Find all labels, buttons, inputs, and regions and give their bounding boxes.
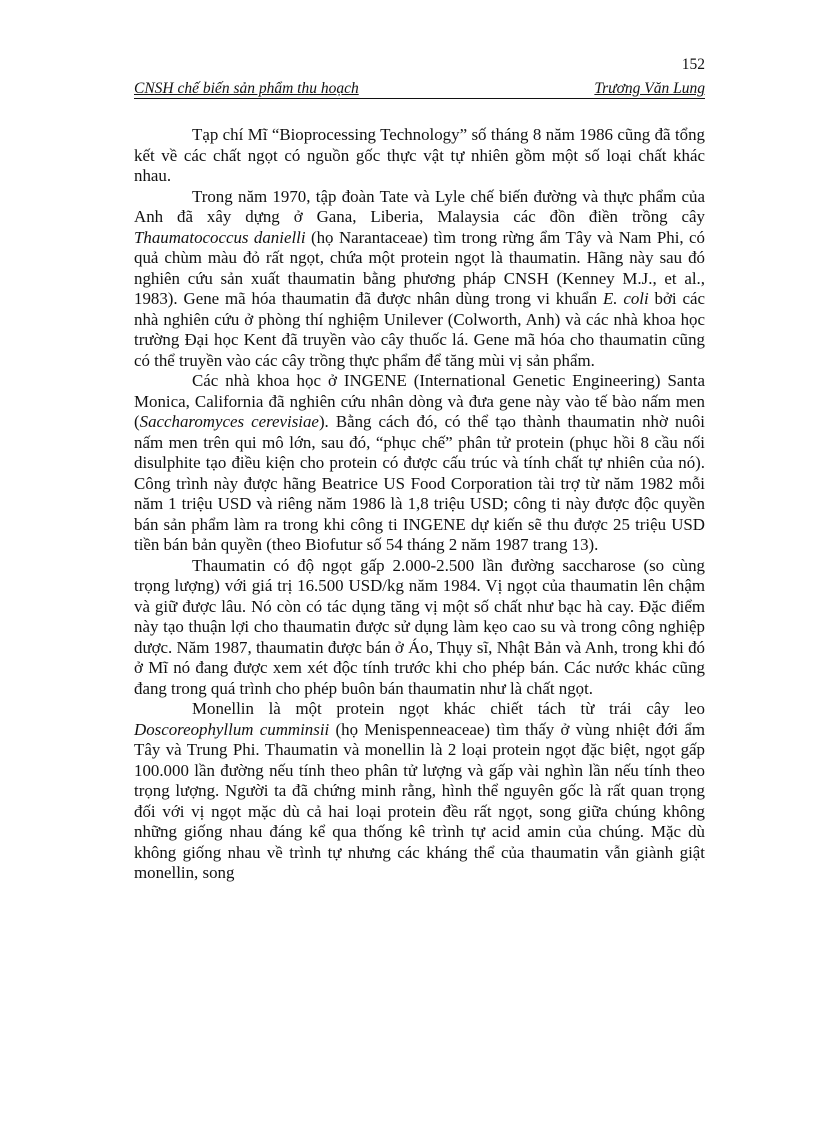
species-name: Doscoreophyllum cumminsii xyxy=(134,719,330,739)
paragraph xyxy=(134,125,705,187)
author-name: Trương Văn Lung xyxy=(594,80,705,97)
text-segment: Các nhà khoa học ở INGENE (International Genetic Engineering) Santa Monica, California đã nghiên cứu nhân dòng và đưa gene này vào tế bào nấm men ( xyxy=(134,371,705,431)
text-segment: Thaumatin có độ ngọt gấp 2.000-2.500 lần đường saccharose (so cùng trọng lượng) với giá trị 16.500 USD/kg năm 1984. Vị ngọt của thaumatin lên chậm và giữ được lâu. Nó còn có tác dụng tăng vị một số chất như bạc hà cay. Đặc điểm này tạo thuận lợi cho thaumatin được sử dụng làm kẹo cao su và trong công nghiệp dược. Năm 1987, thaumatin được bán ở Áo, Thụy sĩ, Nhật Bản và Anh, trong khi đó ở Mĩ nó đang được xem xét độc tính trước khi cho phép bán. Các nước khác cũng đang trong quá trình cho phép buôn bán thaumatin như là chất ngọt. xyxy=(134,555,705,698)
text-segment: (họ Narantaceae) tìm trong rừng ẩm Tây và Nam Phi, có quả chùm màu đỏ rất ngọt, chứa một protein ngọt là thaumatin. Hãng này sau đó nghiên cứu sản xuất thaumatin bằng phương pháp CNSH (Kenney M.J., et al., 1983). Gene mã hóa thaumatin đã được nhân dùng trong vi khuẩn xyxy=(134,227,706,308)
paragraph xyxy=(134,699,705,884)
paragraph xyxy=(134,556,705,700)
text-segment: ). Bằng cách đó, có thể tạo thành thaumatin nhờ nuôi nấm men trên qui mô lớn, sau đó, “phục chế” phân tử protein (phục hồi 8 cầu nối disulphite tạo điều kiện cho protein có được cấu trúc và tính chất tự nhiên của nó). Công trình này được hãng Beatrice US Food Corporation tài trợ từ năm 1982 mỗi năm 1 triệu USD và riêng năm 1986 là 1,8 triệu USD; công ti này được độc quyền bán sản phẩm làm ra trong khi công ti INGENE dự kiến sẽ thu được 25 triệu USD tiền bán bản quyền (theo Biofutur số 54 tháng 2 năm 1987 trang 13). xyxy=(134,412,705,554)
text-segment: Trong năm 1970, tập đoàn Tate và Lyle chế biến đường và thực phẩm của Anh đã xây dựng ở Gana, Liberia, Malaysia các đồn điền trồng cây xyxy=(134,186,705,226)
text-segment: (họ Menispenneaceae) tìm thấy ở vùng nhiệt đới ẩm Tây và Trung Phi. Thaumatin và monellin là 2 loại protein ngọt đặc biệt, ngọt gấp 100.000 lần đường nếu tính theo phân tử lượng và gấp vài nghìn lần nếu tính theo trọng lượng. Người ta đã chứng minh rằng, hình thể nguyên gốc là rất quan trọng đối với vị ngọt mặc dù cả hai loại protein đều rất ngọt, song giữa chúng không những giống nhau đáng kể qua thống kê trình tự acid amin của chúng. Mặc dù không giống nhau về trình tự nhưng các kháng thể của thaumatin vẫn giành giật monellin, song xyxy=(134,719,705,882)
paragraph xyxy=(134,187,705,372)
species-name: Thaumatococcus danielli xyxy=(134,227,306,247)
body-text xyxy=(134,125,705,884)
text-segment: Tạp chí Mĩ “Bioprocessing Technology” số tháng 8 năm 1986 cũng đã tổng kết về các chất ngọt có nguồn gốc thực vật tự nhiên gồm một số loại chất khác nhau. xyxy=(134,125,705,185)
text-segment: bởi các nhà nghiên cứu ở phòng thí nghiệm Unilever (Colworth, Anh) và các nhà khoa học trường Đại học Kent đã truyền vào cây thuốc lá. Gene mã hóa cho thaumatin cũng có thể truyền vào các cây trồng thực phẩm để tăng mùi vị sản phẩm. xyxy=(134,289,705,370)
text-segment: Monellin là một protein ngọt khác chiết tách từ trái cây leo xyxy=(192,699,705,718)
page-number: 152 xyxy=(681,56,705,73)
course-title: CNSH chế biến sản phẩm thu hoạch xyxy=(134,80,359,97)
paragraph xyxy=(134,371,705,556)
species-name: E. coli xyxy=(602,289,649,308)
species-name: Saccharomyces cerevisiae xyxy=(139,412,319,431)
header-rule xyxy=(134,98,705,99)
